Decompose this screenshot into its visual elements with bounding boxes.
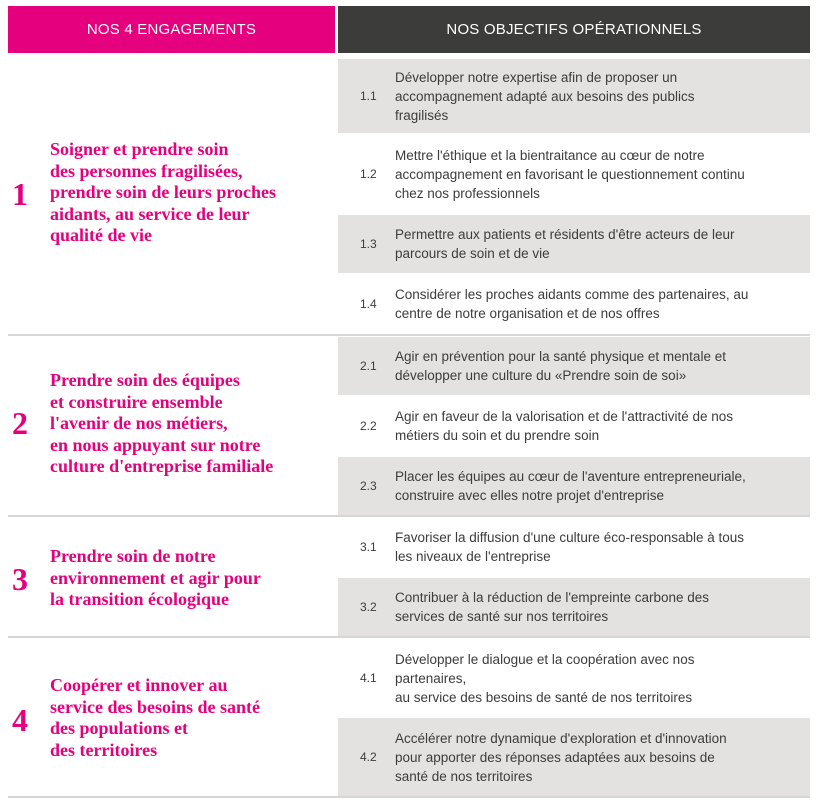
objective-text: Considérer les proches aidants comme des partenaires, au centre de notre organisation et de nos offres (395, 287, 749, 321)
objective-text: Mettre l'éthique et la bientraitance au cœur de notre accompagnement en favorisant le questionnement continu chez nos professionnels (395, 147, 745, 201)
engagement-title-2: Prendre soin des équipes et construire ensemble l'avenir de nos métiers, en nous appuyant sur notre culture d'entreprise familiale (50, 370, 274, 476)
objective-number: 1.2 (360, 167, 377, 181)
engagement-number-2: 2 (12, 405, 28, 441)
objective-number: 2.1 (360, 359, 377, 373)
objective-text: Contribuer à la réduction de l'empreinte carbone des services de santé sur nos territoires (395, 590, 710, 624)
objective-text: Agir en prévention pour la santé physique et mentale et développer une culture du «Prendre soin de soi» (395, 349, 726, 383)
objective-text: Agir en faveur de la valorisation et de l'attractivité de nos métiers du soin et du prendre soin (395, 409, 734, 443)
objective-row-1-2 (338, 135, 810, 213)
objective-number: 1.1 (360, 89, 377, 103)
objective-row-4-2 (338, 718, 810, 796)
engagement-title-1: Soigner et prendre soin des personnes fragilisées, prendre soin de leurs proches aidants, au service de leur qualité de vie (50, 139, 277, 245)
engagements-header: NOS 4 ENGAGEMENTS (8, 6, 335, 53)
objective-row-1-1 (338, 59, 810, 133)
engagement-title-4: Coopérer et innover au service des besoins de santé des populations et des territoires (50, 675, 260, 760)
objective-number: 4.2 (360, 750, 377, 764)
engagement-number-4: 4 (12, 702, 28, 738)
objective-number: 1.4 (360, 297, 377, 311)
objective-row-4-1 (338, 640, 810, 716)
objective-number: 3.2 (360, 600, 377, 614)
objective-text: Placer les équipes au cœur de l'aventure entrepreneuriale, construire avec elles notre projet d'entreprise (395, 469, 746, 503)
bottom-divider (8, 796, 810, 798)
objectives-header: NOS OBJECTIFS OPÉRATIONNELS (338, 6, 810, 53)
group-divider (8, 515, 810, 517)
objective-row-3-2 (338, 578, 810, 636)
objective-row-1-3 (338, 215, 810, 273)
objective-text: Accélérer notre dynamique d'exploration et d'innovation pour apporter des réponses adaptées aux besoins de santé de nos territoires (395, 730, 727, 784)
objective-row-1-4 (338, 275, 810, 333)
objective-text: Favoriser la diffusion d'une culture éco-responsable à tous les niveaux de l'entreprise (395, 530, 745, 564)
engagement-number-3: 3 (12, 561, 28, 597)
objective-text: Permettre aux patients et résidents d'être acteurs de leur parcours de soin et de vie (395, 227, 735, 261)
objective-number: 3.1 (360, 540, 377, 554)
objective-row-2-2 (338, 397, 810, 455)
objective-number: 1.3 (360, 237, 377, 251)
objective-text: Développer notre expertise afin de proposer un accompagnement adapté aux besoins des publics fragilisés (395, 69, 695, 123)
objective-row-2-3 (338, 457, 810, 515)
objective-number: 4.1 (360, 671, 377, 685)
objective-text: Développer le dialogue et la coopération avec nos partenaires, au service des besoins de santé de nos territoires (395, 651, 695, 705)
objective-number: 2.2 (360, 419, 377, 433)
engagement-title-3: Prendre soin de notre environnement et agir pour la transition écologique (50, 546, 261, 609)
engagement-number-1: 1 (12, 176, 28, 212)
objective-row-2-1 (338, 337, 810, 395)
objective-number: 2.3 (360, 479, 377, 493)
group-divider (8, 636, 810, 638)
group-divider (8, 334, 810, 336)
objective-row-3-1 (338, 518, 810, 576)
